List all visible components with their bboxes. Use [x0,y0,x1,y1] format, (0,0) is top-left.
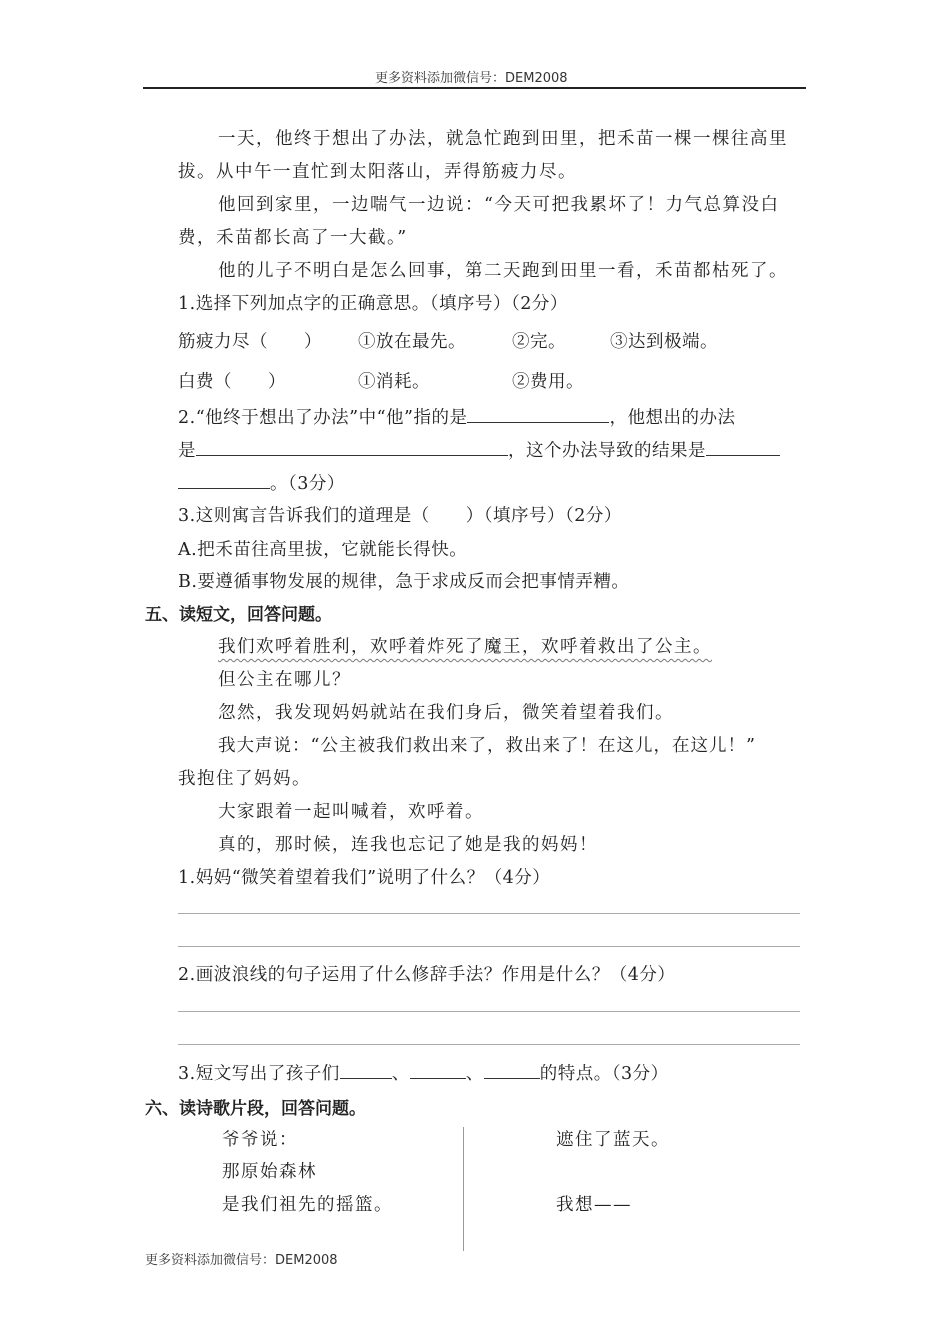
paragraph-3: 他的儿子不明白是怎么回事，第二天跑到田里一看，禾苗都枯死了。 [218,261,788,281]
q2-text-2: ，他想出的办法 [609,408,736,428]
s5-q3-blank-3[interactable] [484,1061,540,1079]
paragraph-2-line-1: 他回到家里，一边喘气一边说：“今天可把我累坏了！力气总算没白 [218,195,780,215]
s5-q3-text-1: 3.短文写出了孩子们 [178,1064,340,1084]
poem-left-line-1: 爷爷说： [222,1130,298,1150]
s5-q2-answer-line-2[interactable] [178,1044,800,1045]
passage-line-5: 大家跟着一起叫喊着，欢呼着。 [218,802,484,822]
passage-line-2: 但公主在哪儿？ [218,670,351,690]
passage-line-4b: 我抱住了妈妈。 [178,769,311,789]
passage-line-4a: 我大声说：“公主被我们救出来了，救出来了！在这儿，在这儿！” [218,736,756,756]
q2-text-4: ，这个办法导致的结果是 [508,441,706,461]
q2-blank-1[interactable] [467,405,609,423]
s5-question-1: 1.妈妈“微笑着望着我们”说明了什么？（4分） [178,868,551,888]
q2-text-3: 是 [178,441,196,461]
header-watermark: 更多资料添加微信号：DEM2008 [375,71,568,86]
paragraph-1-line-2: 拔。从中午一直忙到太阳落山，弄得筋疲力尽。 [178,162,577,182]
q1-word-1-option-2: ②完。 [512,332,566,352]
question-2-line-2 [178,437,780,462]
q1-word-1: 筋疲力尽（ ） [178,332,322,352]
s5-q3-blank-2[interactable] [410,1061,466,1079]
question-2-line-3 [178,470,345,495]
q1-word-2-option-2: ②费用。 [512,372,584,392]
s5-q3-blank-1[interactable] [340,1061,392,1079]
paragraph-2-line-2: 费，禾苗都长高了一大截。” [178,228,408,248]
s5-question-2: 2.画波浪线的句子运用了什么修辞手法？作用是什么？（4分） [178,965,676,985]
q1-word-1-option-1: ①放在最先。 [358,332,466,352]
q2-text-5: 。（3分） [270,474,345,494]
q3-option-a: A.把禾苗往高里拔，它就能长得快。 [178,540,468,560]
section-5-heading: 五、读短文，回答问题。 [145,605,332,625]
q1-word-2: 白费（ ） [178,372,286,392]
s5-q3-text-2: 的特点。（3分） [539,1064,669,1084]
passage-line-3: 忽然，我发现妈妈就站在我们身后，微笑着望着我们。 [218,703,674,723]
footer-watermark: 更多资料添加微信号：DEM2008 [145,1253,338,1268]
paragraph-1-line-1: 一天，他终于想出了办法，就急忙跑到田里，把禾苗一棵一棵往高里 [218,129,788,149]
q3-option-b: B.要遵循事物发展的规律，急于求成反而会把事情弄糟。 [178,572,630,592]
poem-right-line-1: 遮住了蓝天。 [556,1130,670,1150]
passage-line-6: 真的，那时候，连我也忘记了她是我的妈妈！ [218,835,598,855]
q1-word-2-option-1: ①消耗。 [358,372,430,392]
s5-question-3 [178,1060,669,1085]
q2-blank-3-cont[interactable] [178,471,270,489]
poem-left-line-2: 那原始森林 [222,1162,317,1182]
poem-right-line-2: 我想—— [556,1195,632,1215]
question-2-line-1 [178,404,735,429]
header-rule [143,87,806,89]
poem-left-line-3: 是我们祖先的摇篮。 [222,1195,393,1215]
question-1: 1.选择下列加点字的正确意思。（填序号）（2分） [178,294,568,314]
section-6-heading: 六、读诗歌片段，回答问题。 [145,1099,366,1119]
s5-q1-answer-line-1[interactable] [178,913,800,914]
column-divider [463,1127,464,1251]
q2-blank-2[interactable] [196,438,508,456]
question-3: 3.这则寓言告诉我们的道理是（ ）（填序号）（2分） [178,506,622,526]
s5-q3-sep-1: 、 [391,1064,410,1084]
s5-q2-answer-line-1[interactable] [178,1011,800,1012]
q2-blank-3[interactable] [706,438,780,456]
passage-line-1-wavy: 我们欢呼着胜利，欢呼着炸死了魔王，欢呼着救出了公主。 [218,637,712,657]
q1-word-1-option-3: ③达到极端。 [610,332,718,352]
s5-q3-sep-2: 、 [465,1064,484,1084]
s5-q1-answer-line-2[interactable] [178,946,800,947]
q2-text-1: 2.“他终于想出了办法”中“他”指的是 [178,408,468,428]
